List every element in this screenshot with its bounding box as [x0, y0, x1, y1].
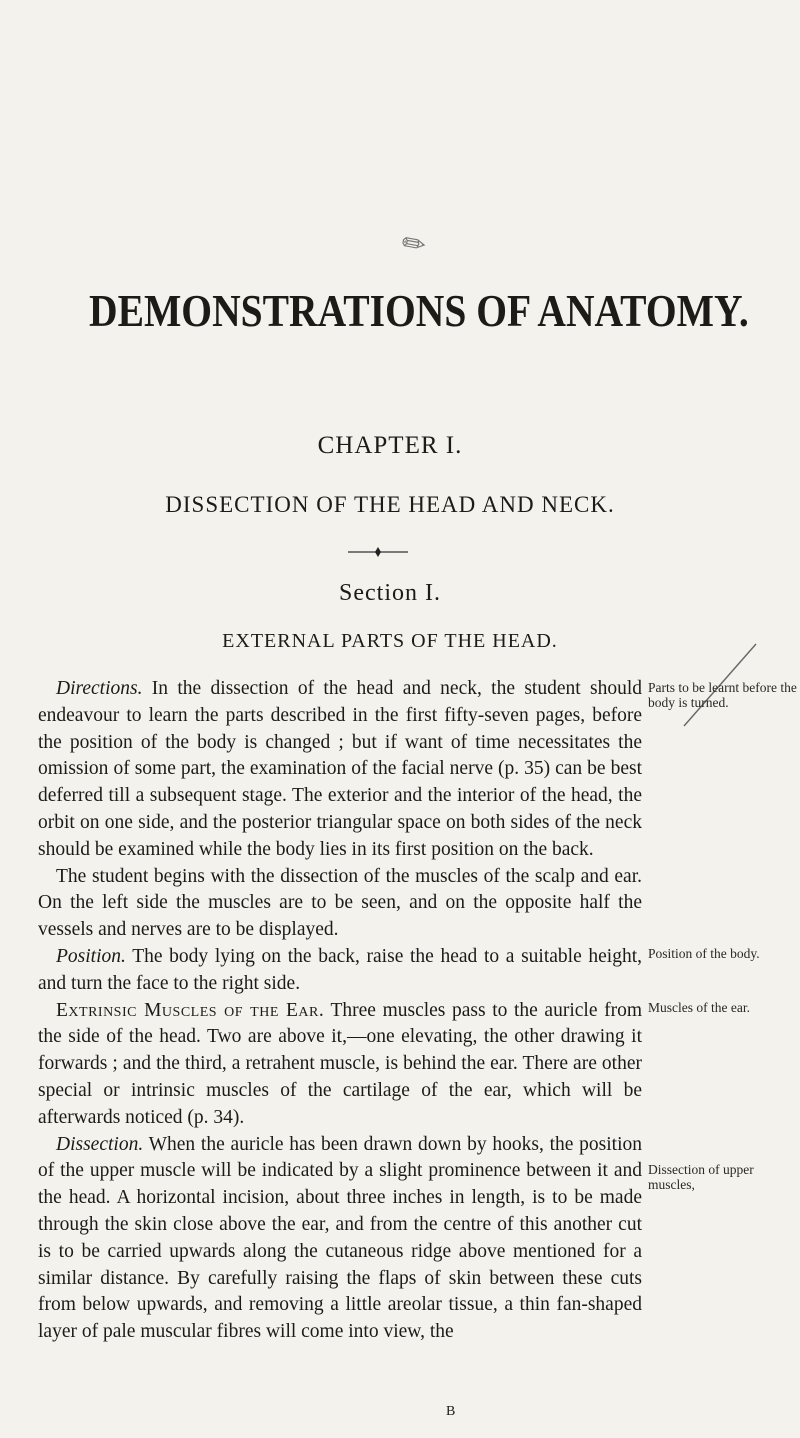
signature-mark: B — [446, 1404, 456, 1419]
body-text — [38, 676, 642, 1346]
chapter-heading: CHAPTER I. — [317, 432, 463, 459]
paragraph-lead: Position. — [56, 945, 126, 967]
paragraph-dissection — [38, 1132, 642, 1346]
paragraph-text: When the auricle has been drawn down by hooks, the position of the upper muscle will be indicated by a slight prominence between it and the head. A horizontal incision, about three inches in length, is to be made through the skin close above the ear, and from the centre of this another cut is to be carried upwards along the cutaneous ridge above mentioned for a similar distance. By carefully raising the flaps of skin between these cuts from below upwards, and removing a little areolar tissue, a thin fan-shaped layer of pale muscular fibres will come into view, the — [38, 1133, 642, 1343]
margin-note-position: Position of the body. — [648, 946, 760, 961]
section-label: Section I. — [339, 580, 441, 606]
paragraph-text: The body lying on the back, raise the head to a suitable height, and turn the face to the right side. — [38, 945, 642, 994]
paragraph-directions — [38, 676, 642, 864]
paragraph-extrinsic-muscles — [38, 998, 642, 1132]
paragraph-text: The student begins with the dissection of the muscles of the scalp and ear. On the left side the muscles are to be seen, and on the opposite half the vessels and nerves are to be displayed. — [38, 865, 642, 941]
paragraph-lead: Directions. — [56, 678, 143, 699]
book-title: DEMONSTRATIONS OF ANATOMY. — [89, 285, 749, 336]
paragraph-scalp — [38, 864, 642, 944]
page-mark-icon: ✎ — [396, 225, 434, 265]
chapter-subject: DISSECTION OF THE HEAD AND NECK. — [165, 492, 615, 517]
paragraph-text: In the dissection of the head and neck, the student should endeavour to learn the parts described in the first fifty-seven pages, before the position of the body is changed ; but if want of time necessitates the omission of some part, the examination of the facial nerve (p. 35) can be best deferred till a subsequent stage. The exterior and the interior of the head, the orbit on one side, and the posterior triangular space on both sides of the neck should be examined while the body lies in its first position on the back. — [38, 678, 642, 860]
margin-note-muscles: Muscles of the ear. — [648, 1000, 750, 1015]
margin-note-dissection: Dissection of upper muscles, — [648, 1162, 754, 1192]
paragraph-lead: Dissection. — [56, 1133, 144, 1155]
section-title: EXTERNAL PARTS OF THE HEAD. — [222, 630, 558, 652]
paragraph-lead: Extrinsic Muscles of the Ear. — [56, 999, 325, 1021]
margin-note-parts: Parts to be learnt before the body is turned. — [648, 680, 797, 710]
paragraph-position — [38, 944, 642, 998]
ornament-divider-icon — [346, 546, 410, 558]
paragraph-text: Three muscles pass to the auricle from the side of the head. Two are above it,—one elevating, the other drawing it forwards ; and the third, a retrahent muscle, is behind the ear. There are other special or intrinsic muscles of the cartilage of the ear, which will be afterwards noticed (p. 34). — [38, 999, 642, 1128]
